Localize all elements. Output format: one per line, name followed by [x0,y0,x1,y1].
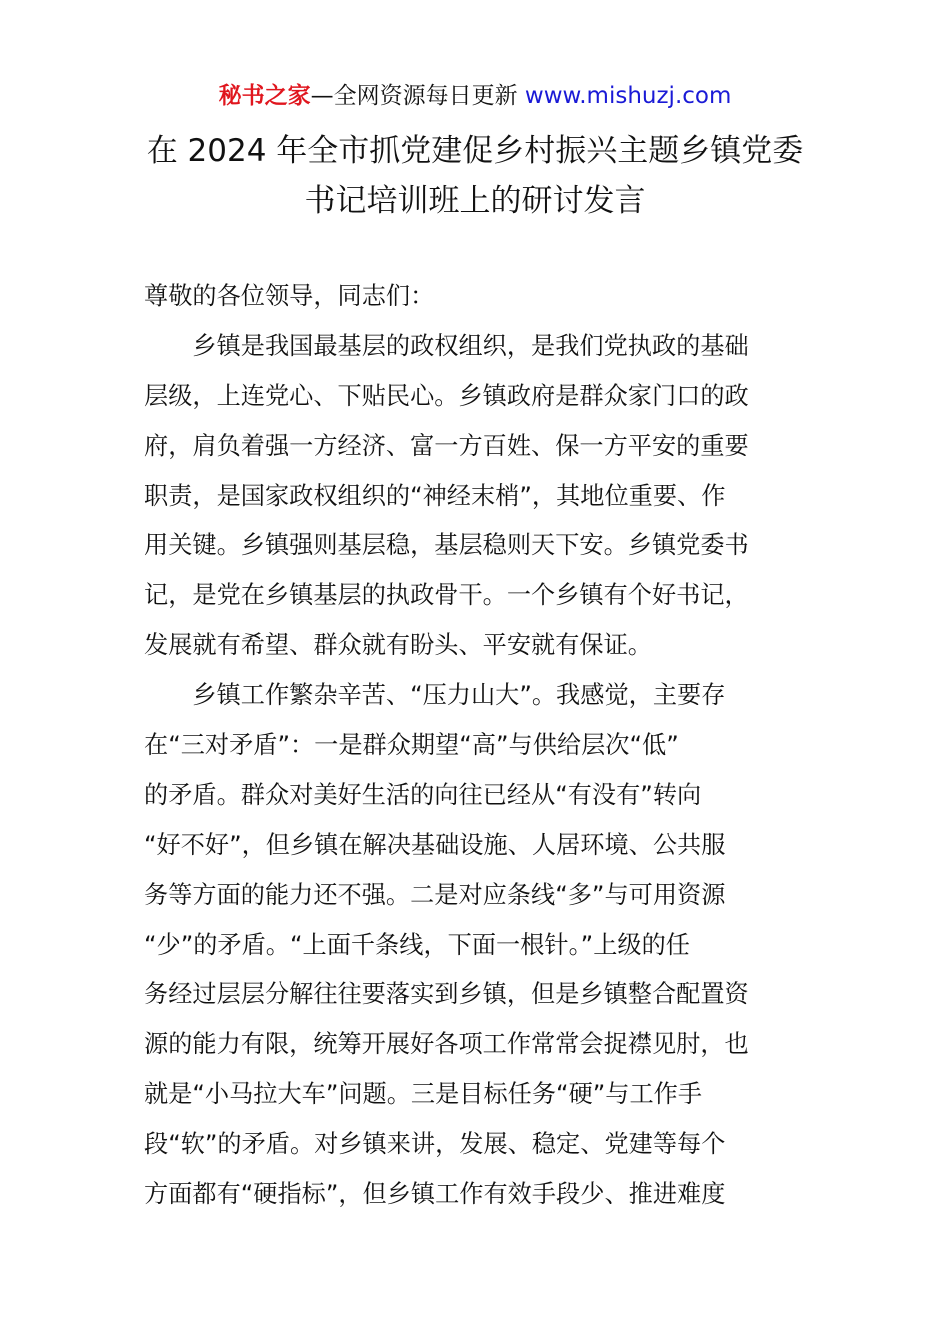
text-line: 记，是党在乡镇基层的执政骨干。一个乡镇有个好书记， [144,581,749,610]
site-header [0,80,950,112]
text-line: 段“软”的矛盾。对乡镇来讲，发展、稳定、党建等每个 [144,1130,726,1159]
text-line: 方面都有“硬指标”，但乡镇工作有效手段少、推进难度 [144,1180,726,1209]
text-line: 发展就有希望、群众就有盼头、平安就有保证。 [144,631,652,660]
title-line-2: 书记培训班上的研讨发言 [304,183,646,219]
text-line: 就是“小马拉大车”问题。三是目标任务“硬”与工作手 [144,1080,703,1109]
text-line: 务等方面的能力还不强。二是对应条线“多”与可用资源 [144,880,726,909]
text-line: 源的能力有限，统筹开展好各项工作常常会捉襟见肘，也 [144,1030,749,1059]
site-url-link[interactable]: www.mishuzj.com [524,83,732,109]
text-line: 乡镇是我国最基层的政权组织，是我们党执政的基础 [144,331,749,360]
text-line: 职责，是国家政权组织的“神经末梢”，其地位重要、作 [144,481,726,510]
text-line: 用关键。乡镇强则基层稳，基层稳则天下安。乡镇党委书 [144,531,749,560]
title-line-1: 在 2024 年全市抓党建促乡村振兴主题乡镇党委 [146,133,804,169]
brand-name: 秘书之家 [218,83,311,109]
text-line: 府，肩负着强一方经济、富一方百姓、保一方平安的重要 [144,431,749,460]
text-line: 乡镇工作繁杂辛苦、“压力山大”。我感觉，主要存 [144,681,726,710]
header-tagline: —全网资源每日更新 [310,83,525,109]
salutation: 尊敬的各位领导，同志们： [144,282,435,310]
text-line: 在“三对矛盾”：一是群众期望“高”与供给层次“低” [144,731,679,760]
text-line: “好不好”，但乡镇在解决基础设施、人居环境、公共服 [144,830,726,859]
text-line: 的矛盾。群众对美好生活的向往已经从“有没有”转向 [144,780,702,809]
document-title [100,126,850,226]
document-body [144,272,808,1220]
text-line: 务经过层层分解往往要落实到乡镇，但是乡镇整合配置资 [144,980,749,1009]
text-line: “少”的矛盾。“上面千条线，下面一根针。”上级的任 [144,930,690,959]
text-line: 层级，上连党心、下贴民心。乡镇政府是群众家门口的政 [144,381,749,410]
